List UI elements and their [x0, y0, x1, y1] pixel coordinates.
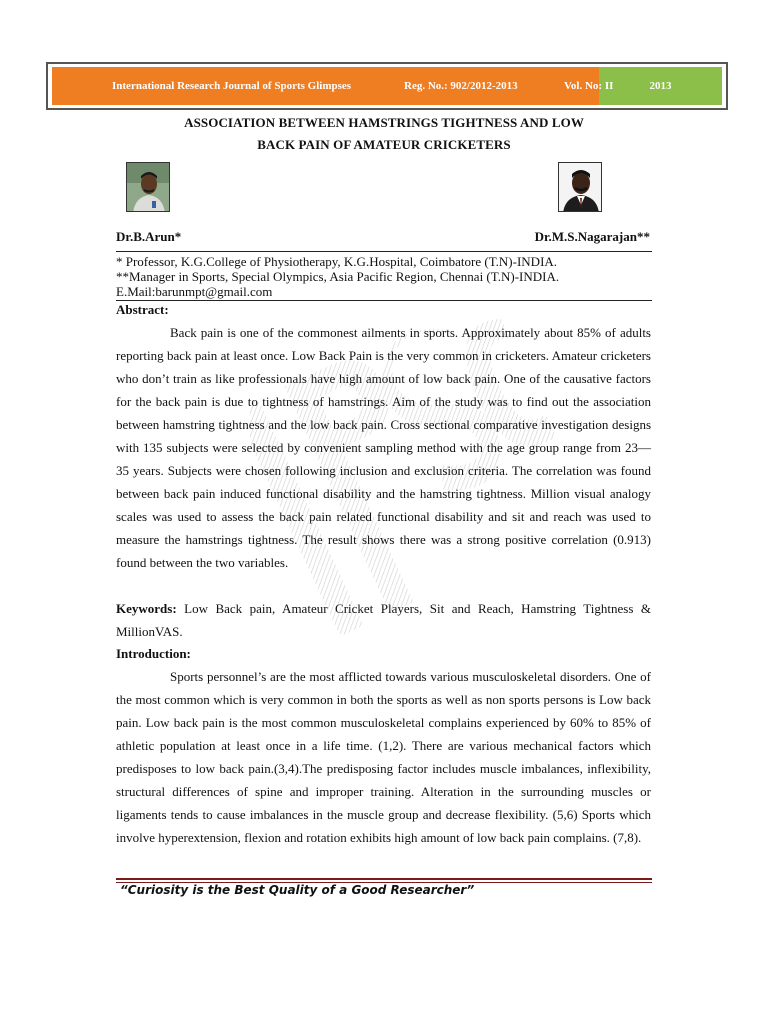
author-photo-left — [126, 162, 170, 212]
author-right-name: Dr.M.S.Nagarajan** — [534, 229, 650, 244]
volume-number: Vol. No: II — [564, 80, 614, 92]
affiliation-bottom-rule — [116, 300, 652, 301]
header-year: 2013 — [649, 80, 672, 92]
journal-header-bar — [52, 67, 722, 105]
introduction-heading: Introduction: — [116, 646, 191, 661]
affiliation-line-2: **Manager in Sports, Special Olympics, Asia Pacific Region, Chennai (T.N)-INDIA. — [116, 269, 560, 284]
footer-rule-thick — [116, 878, 652, 880]
keywords-label: Keywords: — [116, 601, 177, 616]
keywords-text: Low Back pain, Amateur Cricket Players, Sit and Reach, Hamstring Tightness & MillionVAS. — [116, 601, 651, 639]
author-email: E.Mail:barunmpt@gmail.com — [116, 284, 273, 299]
affiliation-line-1: * Professor, K.G.College of Physiotherapy, K.G.Hospital, Coimbatore (T.N)-INDIA. — [116, 254, 558, 269]
header-year-panel — [599, 67, 722, 105]
paper-title-line-1: ASSOCIATION BETWEEN HAMSTRINGS TIGHTNESS AND LOW — [184, 115, 584, 130]
footer-motto: “Curiosity is the Best Quality of a Good Researcher” — [120, 883, 475, 897]
header-orange-panel — [52, 67, 614, 105]
paper-title-line-2: BACK PAIN OF AMATEUR CRICKETERS — [257, 137, 511, 152]
author-left-name: Dr.B.Arun* — [116, 229, 182, 244]
journal-name: International Research Journal of Sports Glimpses — [112, 80, 352, 92]
abstract-body: Back pain is one of the commonest ailments in sports. Approximately about 85% of adults reporting back pain at least once. Low Back Pain is the very common in cricketers. Amateur cricketers who don’t train as like professionals have high amount of low back pain. One of the causative factors for the back pain is due to tightness of hamstrings. Aim of the study was to find out the association between hamstring tightness and the low back pain. Cross sectional comparative investigation designs with 135 subjects were selected by convenient sampling method with the age group range from 23—35 years. Subjects were chosen following inclusion and exclusion criteria. The correlation was found between back pain induced functional disability and the hamstring tightness. Million visual analogy scales was used to assess the back pain related functional disability and sit and reach was used to measure the hamstrings tightness. The result shows there was a strong positive correlation (0.913) found between the two variables. — [116, 325, 651, 570]
author-photo-right — [558, 162, 602, 212]
registration-number: Reg. No.: 902/2012-2013 — [404, 80, 518, 92]
abstract-heading: Abstract: — [116, 302, 169, 317]
introduction-body: Sports personnel’s are the most afflicted towards various musculoskeletal disorders. One of the most common which is very common in both the sports as well as non sports persons is Low back pain. Low back pain is the most common musculoskeletal complains experienced by 60% to 85% of athletic population at least once in a life time. (1,2). There are various mechanical factors which predisposes to low back pain.(3,4).The predisposing factor includes muscle imbalances, inflexibility, structural differences of spine and improper training. Alteration in the surrounding muscles or ligaments tends to cause imbalances in the muscle group and decrease flexibility. (5,6) Sports which involve hyperextension, flexion and rotation exhibits high amount of low back pain complains. (7,8). — [116, 669, 651, 845]
affiliation-top-rule — [116, 251, 652, 252]
keywords-paragraph — [116, 597, 651, 643]
